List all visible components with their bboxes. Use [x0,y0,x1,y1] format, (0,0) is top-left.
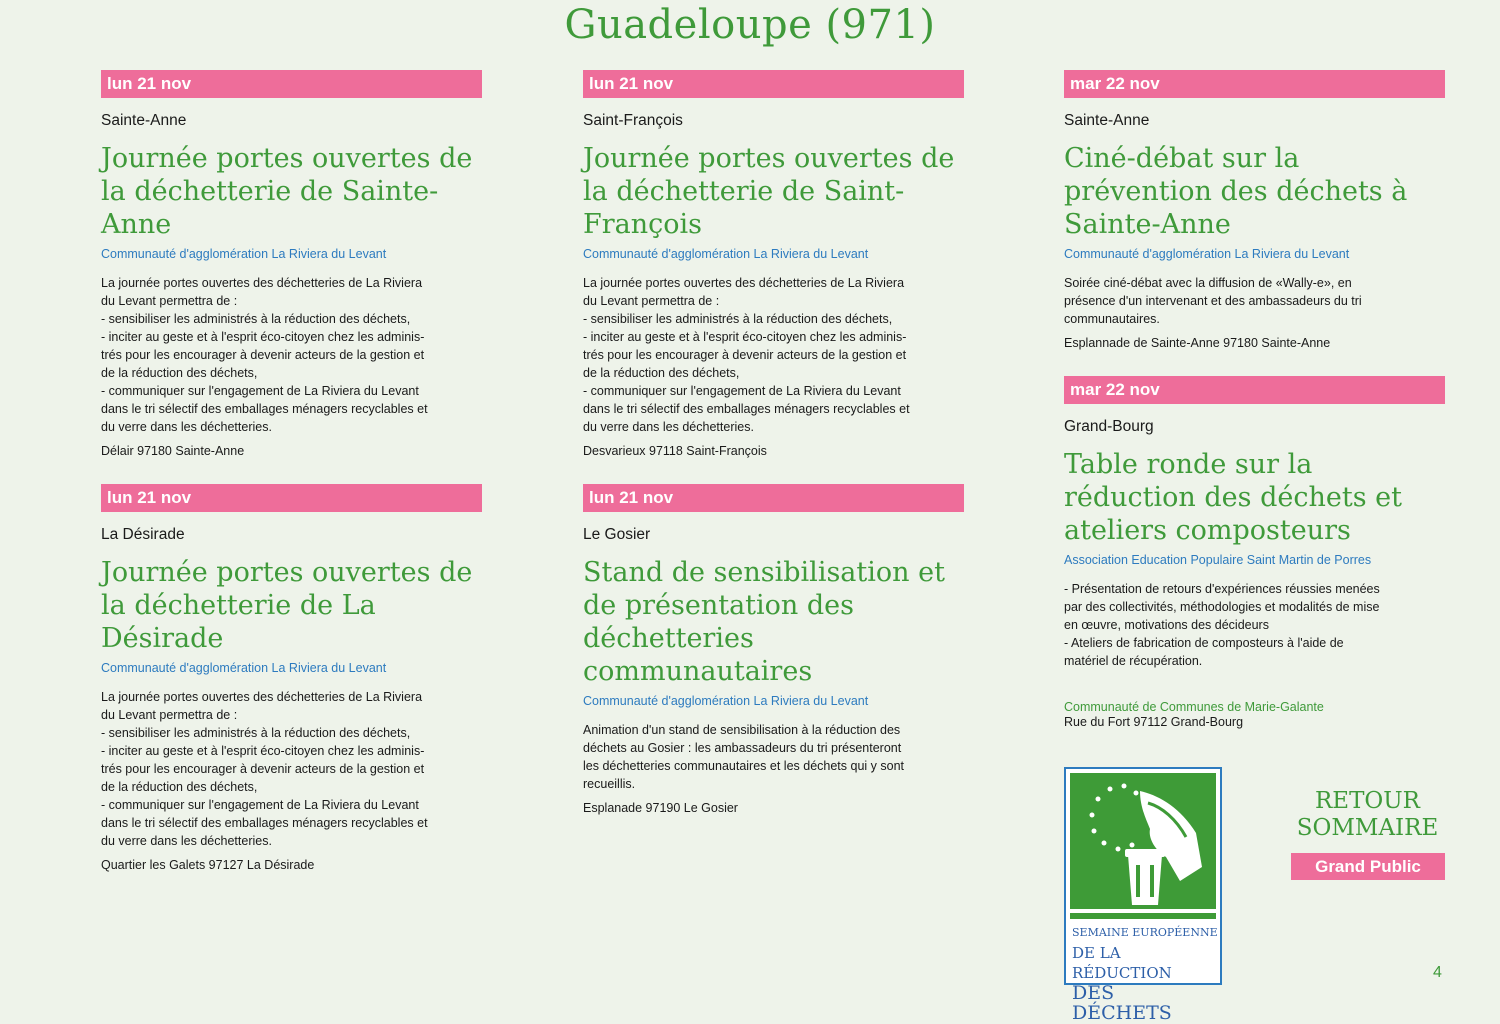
event-description: La journée portes ouvertes des déchetteries de La Riviera du Levant permettra de : - sensibiliser les administrés à la réduction des déchets, - inciter au geste et à l'esprit éco-citoyen chez les adminis- trés pour les encourager à devenir acteurs de la gestion et de la réduction des déchets, - communiquer sur l'engagement de La Riviera du Levant dans le tri sélectif des emballages ménagers recyclables et du verre dans les déchetteries. [583,276,910,434]
hand-bin-stars-icon [1070,773,1216,919]
event-card [583,70,964,458]
event-title: Ciné-débat sur la prévention des déchets à Sainte-Anne [1064,143,1408,240]
event-date: mar 22 nov [1064,376,1445,404]
event-co-organizer: Communauté de Communes de Marie-Galante [1064,700,1324,714]
event-organizer: Communauté d'agglomération La Riviera du Levant [583,247,869,261]
page-title: Guadeloupe (971) [564,2,936,48]
event-date: mar 22 nov [1064,70,1445,98]
grand-public-button[interactable]: Grand Public [1291,853,1445,880]
column-3 [1064,70,1445,755]
event-organizer: Communauté d'agglomération La Riviera du Levant [101,247,387,261]
event-organizer: Communauté d'agglomération La Riviera du Levant [101,661,387,675]
event-place: La Désirade [101,526,185,543]
event-card [1064,376,1445,729]
event-description: Soirée ciné-débat avec la diffusion de «Wally-e», en présence d'un intervenant et des ambassadeurs du tri communautaires. [1064,276,1362,326]
event-address: Rue du Fort 97112 Grand-Bourg [1064,715,1244,729]
event-place: Grand-Bourg [1064,418,1154,435]
serd-logo [1064,767,1222,1024]
event-place: Saint-François [583,112,683,129]
event-address: Esplannade de Sainte-Anne 97180 Sainte-Anne [1064,336,1331,350]
logo-green-panel [1070,773,1216,919]
column-1 [101,70,482,898]
event-address: Esplanade 97190 Le Gosier [583,801,738,815]
event-address: Quartier les Galets 97127 La Désirade [101,858,315,872]
event-organizer: Communauté d'agglomération La Riviera du Levant [583,694,869,708]
event-date: lun 21 nov [583,484,964,512]
event-title: Journée portes ouvertes de la déchetterie de Sainte-Anne [101,143,473,240]
event-address: Délair 97180 Sainte-Anne [101,444,245,458]
event-place: Sainte-Anne [1064,112,1150,129]
retour-line-2: SOMMAIRE [1296,815,1439,841]
logo-line-3: DES DÉCHETS [1072,982,1172,1024]
page-number: 4 [1433,964,1442,981]
logo-line-2: DE LA RÉDUCTION [1072,944,1172,982]
column-2 [583,70,964,841]
event-title: Journée portes ouvertes de la déchetterie de La Désirade [101,557,473,654]
event-description: La journée portes ouvertes des déchetteries de La Riviera du Levant permettra de : - sensibiliser les administrés à la réduction des déchets, - inciter au geste et à l'esprit éco-citoyen chez les adminis- trés pour les encourager à devenir acteurs de la gestion et de la réduction des déchets, - communiquer sur l'engagement de La Riviera du Levant dans le tri sélectif des emballages ménagers recyclables et du verre dans les déchetteries. [101,276,428,434]
event-date: lun 21 nov [583,70,964,98]
event-place: Sainte-Anne [101,112,187,129]
event-card [1064,70,1445,350]
logo-text [1072,923,1218,1023]
event-organizer: Association Education Populaire Saint Martin de Porres [1064,553,1372,567]
event-title: Journée portes ouvertes de la déchetterie de Saint-François [583,143,955,240]
event-description: - Présentation de retours d'expériences réussies menées par des collectivités, méthodologies et modalités de mise en œuvre, motivations des décideurs - Ateliers de fabrication de composteurs à l'aide de matériel de récupération. [1064,582,1380,668]
logo-line-1: SEMAINE EUROPÉENNE [1072,926,1218,939]
event-organizer: Communauté d'agglomération La Riviera du Levant [1064,247,1350,261]
event-card [101,70,482,458]
event-date: lun 21 nov [101,70,482,98]
retour-sommaire-link[interactable] [1290,788,1445,842]
event-description: La journée portes ouvertes des déchetteries de La Riviera du Levant permettra de : - sensibiliser les administrés à la réduction des déchets, - inciter au geste et à l'esprit éco-citoyen chez les adminis- trés pour les encourager à devenir acteurs de la gestion et de la réduction des déchets, - communiquer sur l'engagement de La Riviera du Levant dans le tri sélectif des emballages ménagers recyclables et du verre dans les déchetteries. [101,690,428,848]
event-title: Stand de sensibilisation et de présentation des déchetteries communautaires [583,557,945,687]
event-card [583,484,964,815]
event-card [101,484,482,872]
event-address: Desvarieux 97118 Saint-François [583,444,767,458]
event-description: Animation d'un stand de sensibilisation à la réduction des déchets au Gosier : les ambassadeurs du tri présenteront les déchetteries communautaires et les déchets qui y sont recueillis. [583,723,905,791]
event-title: Table ronde sur la réduction des déchets et ateliers composteurs [1064,449,1402,546]
retour-line-1: RETOUR [1314,788,1420,814]
event-place: Le Gosier [583,526,651,543]
event-date: lun 21 nov [101,484,482,512]
